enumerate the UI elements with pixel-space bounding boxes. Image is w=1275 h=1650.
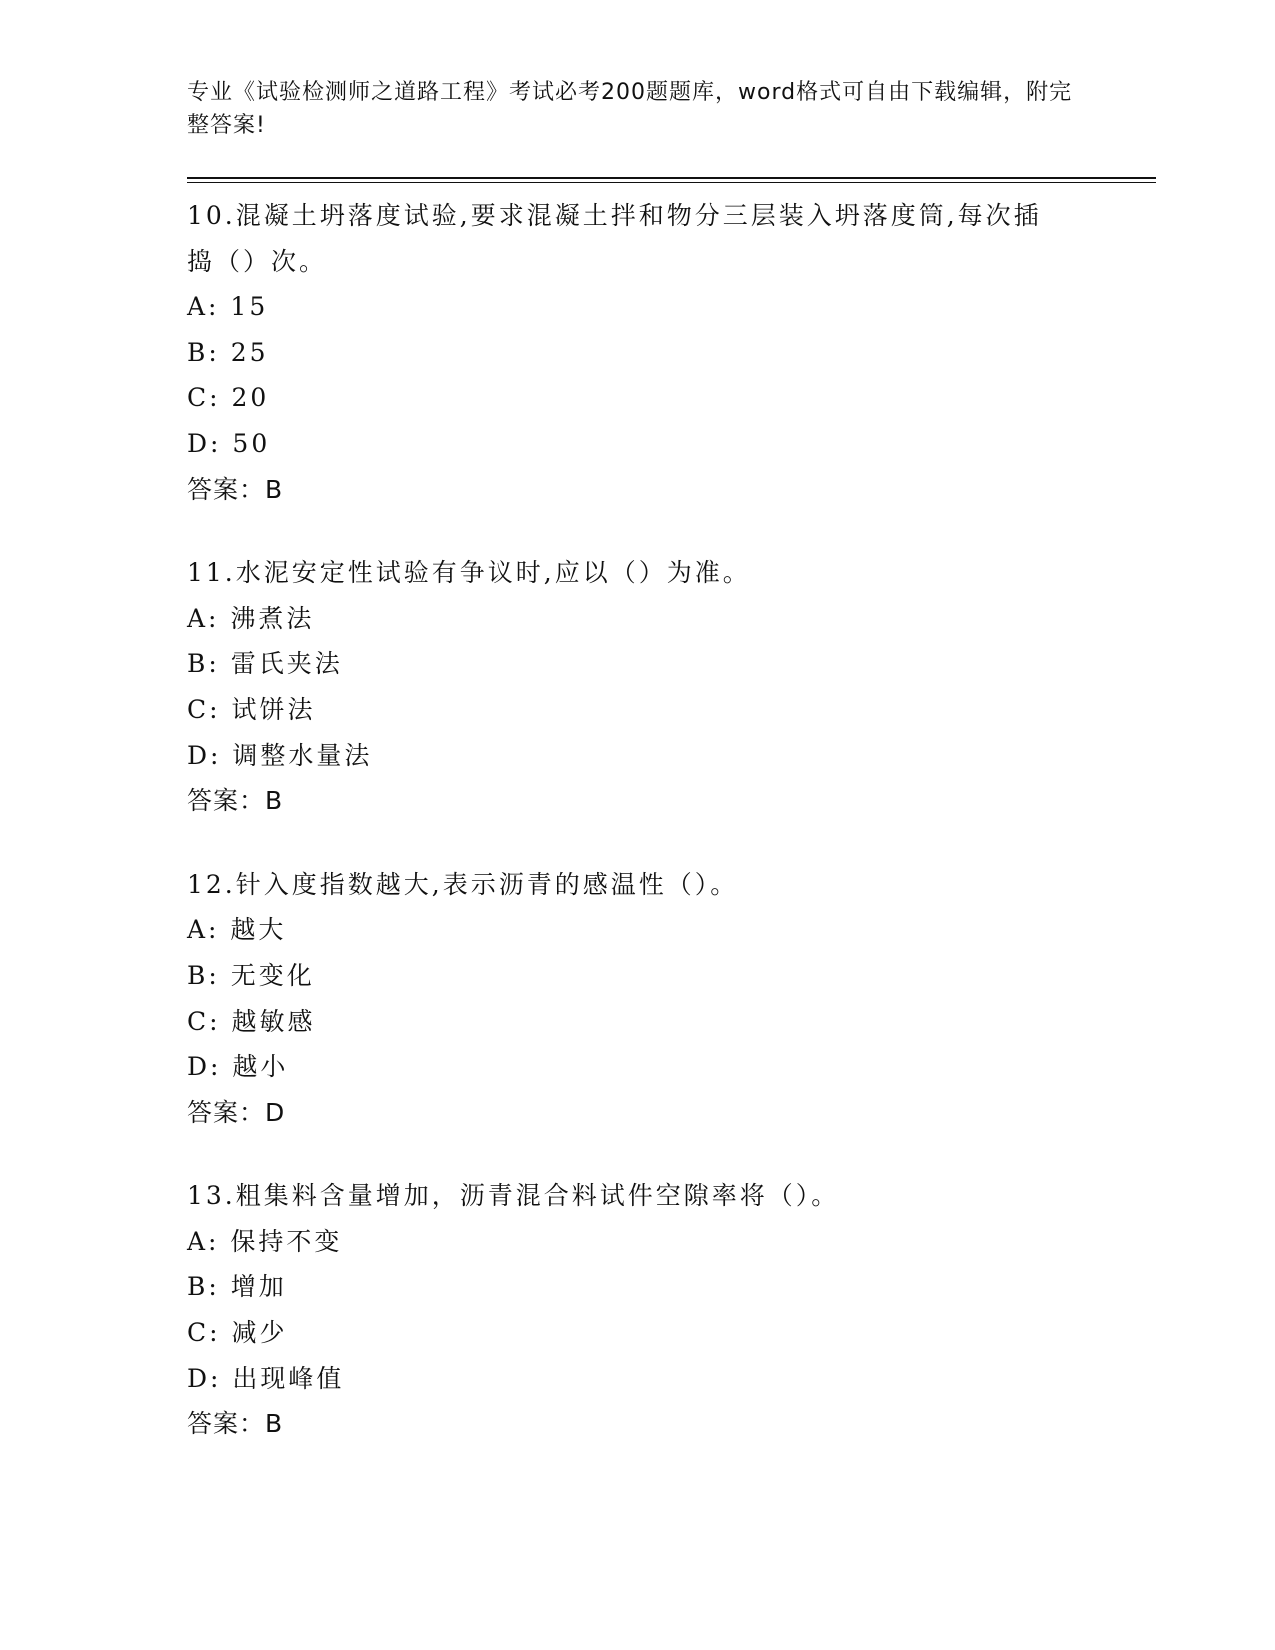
option-a: A: 越大 bbox=[187, 915, 287, 945]
answer-line: 答案：B bbox=[187, 786, 284, 816]
option-c: C: 减少 bbox=[187, 1318, 288, 1348]
document-header: 专业《试验检测师之道路工程》考试必考200题题库，word格式可自由下载编辑，附完整答案! bbox=[187, 80, 1073, 138]
option-b: B: 25 bbox=[187, 337, 269, 367]
option-c: C: 20 bbox=[187, 383, 270, 413]
question-11 bbox=[187, 550, 1087, 824]
option-d: D: 调整水量法 bbox=[187, 740, 373, 770]
option-a: A: 15 bbox=[187, 292, 269, 322]
answer-line: 答案：D bbox=[187, 1097, 286, 1127]
question-stem: 10.混凝土坍落度试验,要求混凝土拌和物分三层装入坍落度筒,每次插捣（）次。 bbox=[187, 201, 1042, 276]
answer-line: 答案：B bbox=[187, 474, 284, 504]
header-divider-thin bbox=[187, 182, 1156, 183]
option-b: B: 雷氏夹法 bbox=[187, 649, 343, 679]
option-a: A: 沸煮法 bbox=[187, 603, 315, 633]
question-10 bbox=[187, 193, 1087, 512]
option-b: B: 无变化 bbox=[187, 960, 315, 990]
question-list bbox=[187, 193, 1087, 1485]
option-a: A: 保持不变 bbox=[187, 1226, 343, 1256]
header-divider-thick bbox=[187, 177, 1156, 179]
question-13 bbox=[187, 1173, 1087, 1447]
option-b: B: 增加 bbox=[187, 1272, 287, 1302]
question-stem: 11.水泥安定性试验有争议时,应以（）为准。 bbox=[187, 558, 751, 588]
question-stem: 12.针入度指数越大,表示沥青的感温性（）。 bbox=[187, 869, 739, 899]
option-d: D: 出现峰值 bbox=[187, 1363, 345, 1393]
option-d: D: 越小 bbox=[187, 1052, 289, 1082]
question-12 bbox=[187, 862, 1087, 1136]
answer-line: 答案：B bbox=[187, 1409, 284, 1439]
option-d: D: 50 bbox=[187, 428, 271, 458]
option-c: C: 越敏感 bbox=[187, 1006, 316, 1036]
option-c: C: 试饼法 bbox=[187, 694, 316, 724]
question-stem: 13.粗集料含量增加，沥青混合料试件空隙率将（）。 bbox=[187, 1181, 840, 1211]
